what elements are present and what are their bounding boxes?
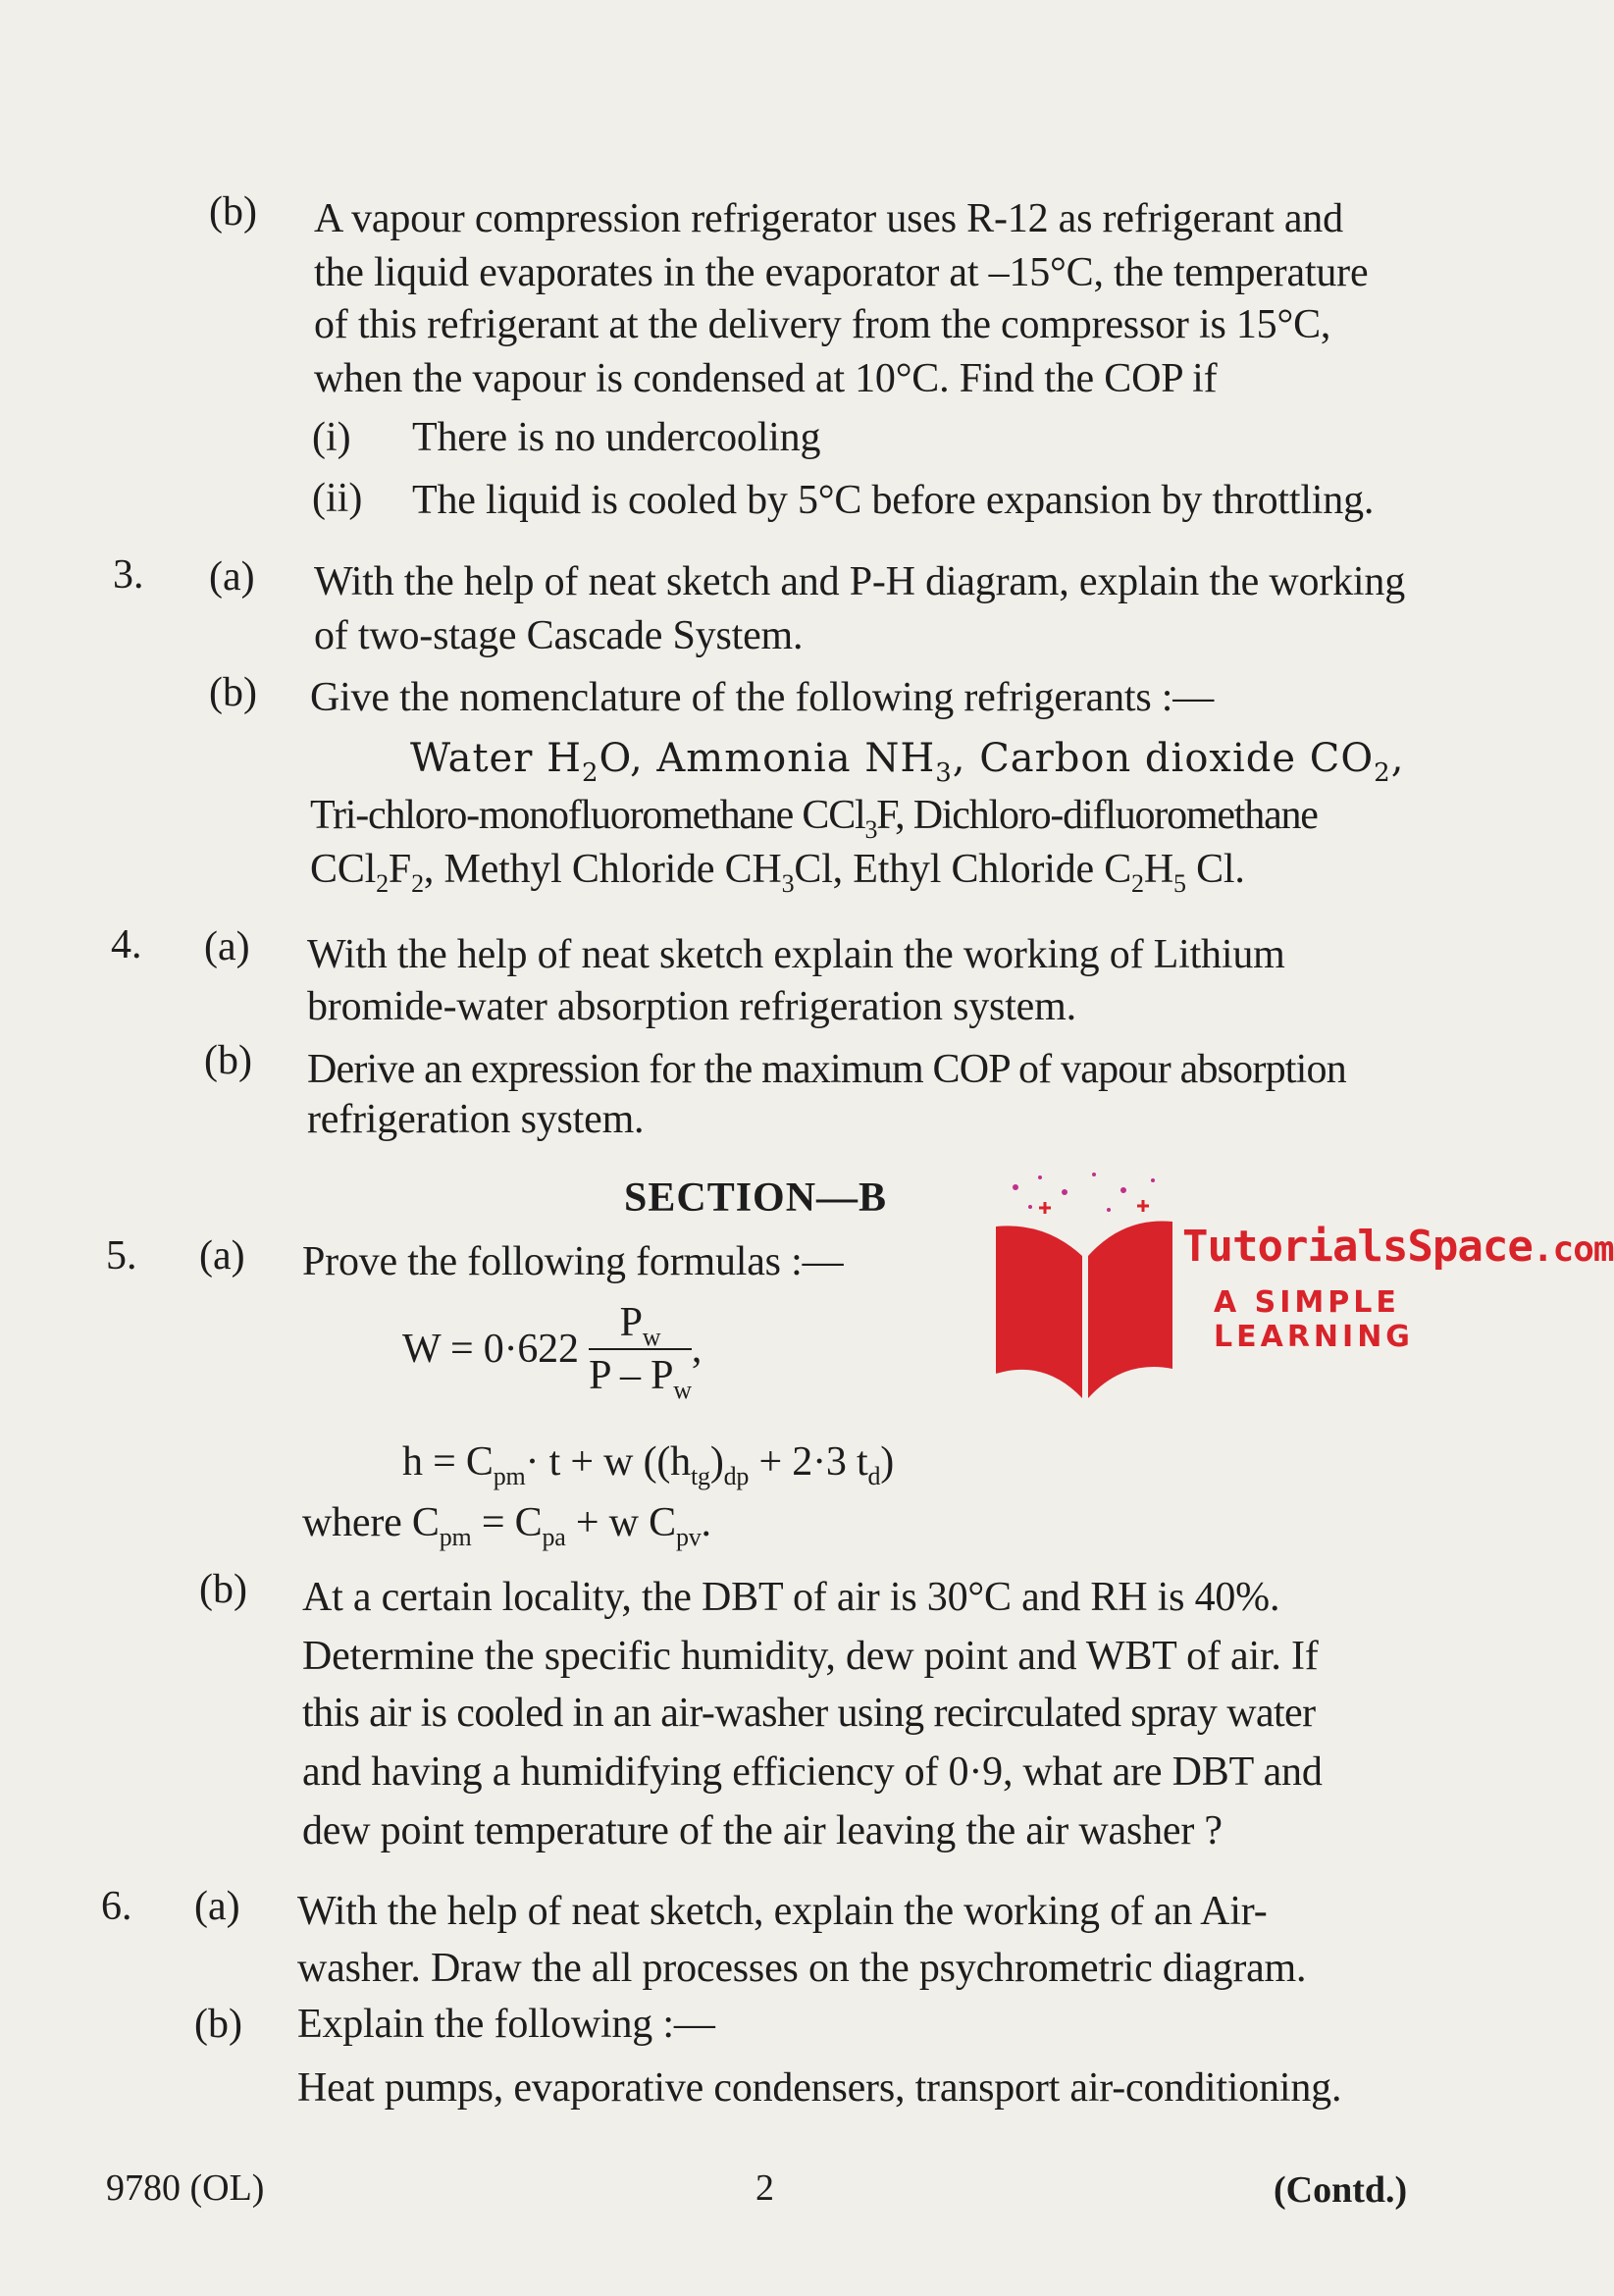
book-icon <box>986 1163 1182 1418</box>
q3-number: 3. <box>113 552 144 598</box>
q2b-line-1: A vapour compression refrigerator uses R-12 as refrigerant and <box>314 196 1343 241</box>
q6-number: 6. <box>101 1884 132 1929</box>
refrigerants-line-3: $CCl_2F_2$, Methyl Chloride $CH_3Cl$, Ethyl Chloride $C_2H_5$ Cl. <box>310 847 1245 898</box>
q3b-line: Give the nomenclature of the following refrigerants :— <box>310 675 1215 720</box>
q4a-label: (a) <box>204 924 250 969</box>
q5b-label: (b) <box>199 1567 247 1612</box>
q4b-line-2: refrigeration system. <box>307 1097 645 1142</box>
q6a-line-1: With the help of neat sketch, explain the working of an Air- <box>297 1889 1268 1934</box>
page-number: 2 <box>755 2167 774 2209</box>
q2b-label: (b) <box>209 189 257 235</box>
formula-cpm: where $C_{pm} = C_{pa} + w$ $C_{pv}$. <box>302 1500 711 1551</box>
q5-number: 5. <box>106 1233 137 1278</box>
q4b-line-1: Derive an expression for the maximum COP of vapour absorption <box>307 1047 1346 1092</box>
q4a-line-2: bromide-water absorption refrigeration system. <box>307 984 1076 1029</box>
q6b-label: (b) <box>194 2002 242 2047</box>
q2b-sub-i-label: (i) <box>312 415 351 460</box>
q4a-line-1: With the help of neat sketch explain the working of Lithium <box>307 932 1285 977</box>
q3a-line-2: of two-stage Cascade System. <box>314 613 804 658</box>
q5b-line-5: dew point temperature of the air leaving the air washer ? <box>302 1808 1223 1853</box>
q6b-line-2: Heat pumps, evaporative condensers, transport air-conditioning. <box>297 2065 1342 2111</box>
q2b-sub-ii: The liquid is cooled by 5°C before expansion by throttling. <box>412 478 1375 523</box>
q6a-label: (a) <box>194 1884 240 1929</box>
q5a-label: (a) <box>199 1233 245 1278</box>
continued-note: (Contd.) <box>1274 2169 1408 2211</box>
logo-title: TutorialsSpace.com <box>1182 1222 1614 1272</box>
tutorialsspace-logo <box>986 1163 1614 1418</box>
formula-h: $h = C_{pm}\cdot t + w$ ($(h_{tg})_{dp} + 2\cdot 3$ $t_d$) <box>402 1439 895 1490</box>
section-b-heading: SECTION—B <box>624 1175 888 1221</box>
formula-w-fraction: $\frac{P_w}{P - P_w}$ <box>589 1300 692 1404</box>
formula-w: W = 0·622 $\frac{P_w}{P - P_w}$ , <box>402 1300 703 1404</box>
q2b-line-4: when the vapour is condensed at 10°C. Find the COP if <box>314 356 1218 401</box>
q2b-sub-ii-label: (ii) <box>312 476 363 521</box>
q5b-line-2: Determine the specific humidity, dew point and WBT of air. If <box>302 1634 1319 1679</box>
q5a-line: Prove the following formulas :— <box>302 1239 844 1284</box>
q2b-line-2: the liquid evaporates in the evaporator at –15°C, the temperature <box>314 250 1369 295</box>
q4b-label: (b) <box>204 1038 252 1083</box>
q5b-line-4: and having a humidifying efficiency of 0·9, what are DBT and <box>302 1749 1323 1795</box>
paper-code: 9780 (OL) <box>106 2167 265 2209</box>
q3a-line-1: With the help of neat sketch and P-H diagram, explain the working <box>314 559 1405 604</box>
refrigerants-line-2: Tri-chloro-monofluoromethane CCl$_3$F, Dichloro-difluoromethane <box>310 793 1318 844</box>
q3a-label: (a) <box>209 554 255 600</box>
q4-number: 4. <box>111 922 142 967</box>
q5b-line-1: At a certain locality, the DBT of air is 30°C and RH is 40%. <box>302 1575 1280 1620</box>
q2b-sub-i: There is no undercooling <box>412 415 821 460</box>
q6a-line-2: washer. Draw the all processes on the psychrometric diagram. <box>297 1946 1307 1991</box>
q5b-line-3: this air is cooled in an air-washer using recirculated spray water <box>302 1691 1316 1736</box>
q2b-line-3: of this refrigerant at the delivery from the compressor is 15°C, <box>314 302 1331 347</box>
logo-tagline: A SIMPLE LEARNING <box>1214 1285 1414 1354</box>
refrigerants-line-1: Water $H_2O$, Ammonia $NH_3$, Carbon dioxide $CO_2$, <box>410 736 1405 788</box>
q6b-line-1: Explain the following :— <box>297 2002 715 2047</box>
q3b-label: (b) <box>209 670 257 715</box>
